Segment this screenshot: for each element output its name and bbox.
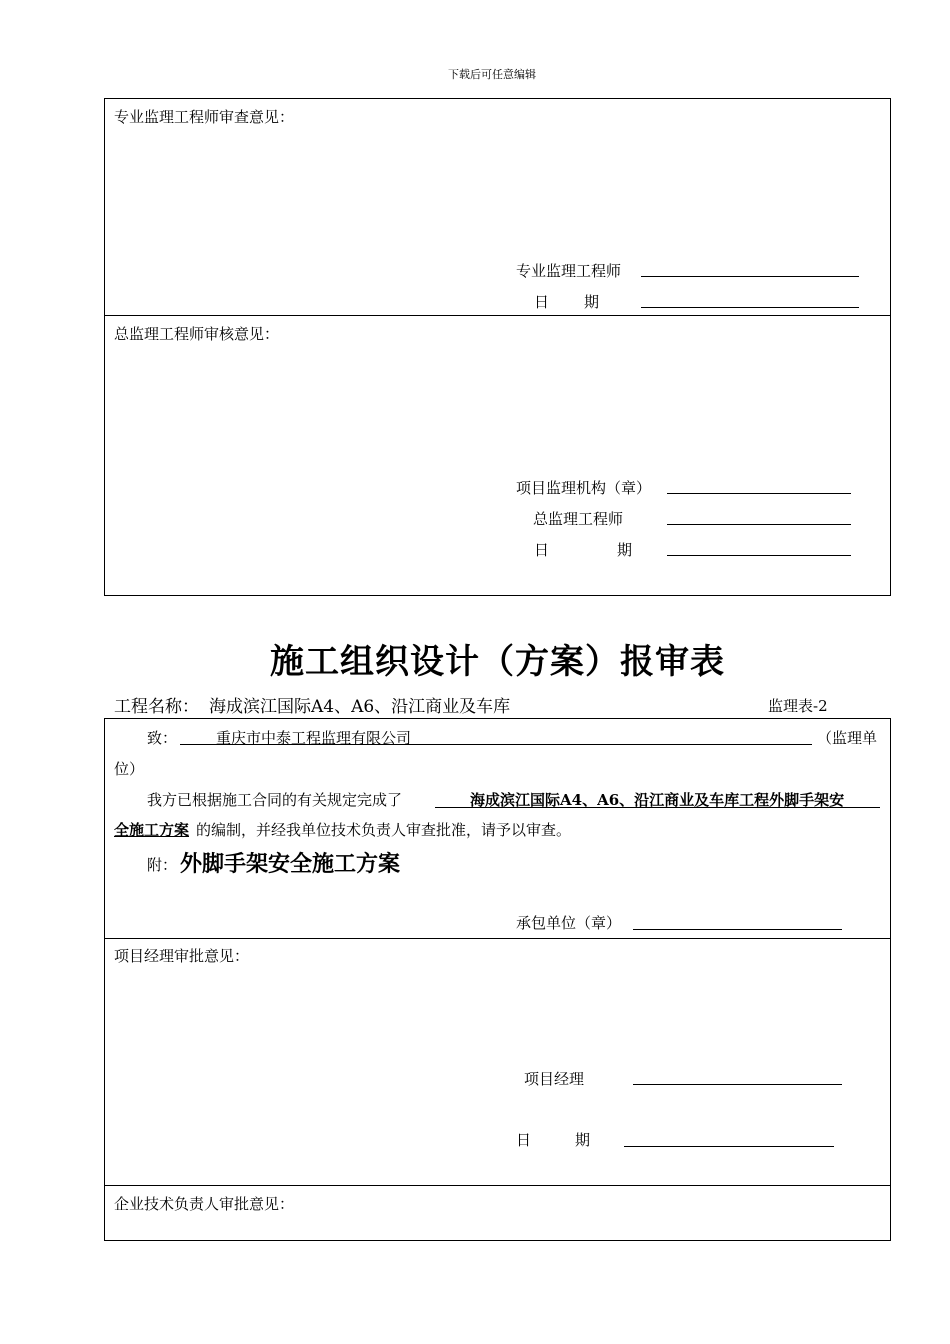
body-text-suffix: 的编制，并经我单位技术负责人审查批准，请予以审查。	[196, 821, 572, 839]
form-code: 监理表-2	[768, 697, 828, 715]
attachment-label: 附：	[147, 856, 178, 874]
project-name-label: 工程名称：	[114, 697, 199, 717]
supervision-org-line[interactable]	[667, 493, 851, 494]
section-divider	[104, 1185, 891, 1186]
project-name-value: 海成滨江国际A4、A6、沿江商业及车库	[209, 697, 511, 717]
specialist-opinion-label: 专业监理工程师审查意见：	[114, 108, 295, 126]
addressee-underline	[180, 744, 812, 745]
contractor-label: 承包单位（章）	[516, 914, 622, 932]
form-title: 施工组织设计（方案）报审表	[270, 642, 725, 682]
to-label: 致：	[147, 729, 178, 747]
plan-name-line2: 全施工方案	[114, 821, 190, 839]
chief-engineer-label: 总监理工程师	[533, 510, 624, 528]
project-manager-line[interactable]	[633, 1084, 842, 1085]
specialist-date-label: 日	[534, 293, 550, 311]
attachment-name: 外脚手架安全施工方案	[180, 852, 401, 877]
pm-date-line[interactable]	[624, 1146, 834, 1147]
pm-date-label-2: 期	[575, 1131, 591, 1149]
to-suffix: （监理单	[817, 729, 878, 747]
section-divider	[104, 315, 891, 316]
project-manager-label: 项目经理	[524, 1070, 585, 1088]
chief-engineer-line[interactable]	[667, 524, 851, 525]
chief-date-label: 日	[534, 541, 550, 559]
page-header-note: 下载后可任意编辑	[448, 68, 536, 81]
plan-name-line1: 海成滨江国际A4、A6、沿江商业及车库工程外脚手架安	[470, 791, 845, 809]
review-form-top	[104, 98, 891, 596]
supervision-company: 重庆市中泰工程监理有限公司	[216, 729, 412, 747]
pm-opinion-label: 项目经理审批意见：	[114, 947, 250, 965]
specialist-date-label-2: 期	[584, 293, 600, 311]
body-text-prefix: 我方已根据施工合同的有关规定完成了	[147, 791, 403, 809]
tech-director-opinion-label: 企业技术负责人审批意见：	[114, 1195, 295, 1213]
supervision-org-label: 项目监理机构（章）	[516, 479, 652, 497]
chief-date-label-2: 期	[617, 541, 633, 559]
pm-date-label: 日	[516, 1131, 532, 1149]
section-divider	[104, 938, 891, 939]
chief-date-line[interactable]	[667, 555, 851, 556]
chief-opinion-label: 总监理工程师审核意见：	[114, 325, 280, 343]
contractor-signature-line[interactable]	[633, 929, 842, 930]
specialist-engineer-label: 专业监理工程师	[516, 262, 622, 280]
to-suffix-cont: 位）	[114, 760, 145, 778]
specialist-date-line[interactable]	[641, 307, 859, 308]
specialist-signature-line[interactable]	[641, 276, 859, 277]
